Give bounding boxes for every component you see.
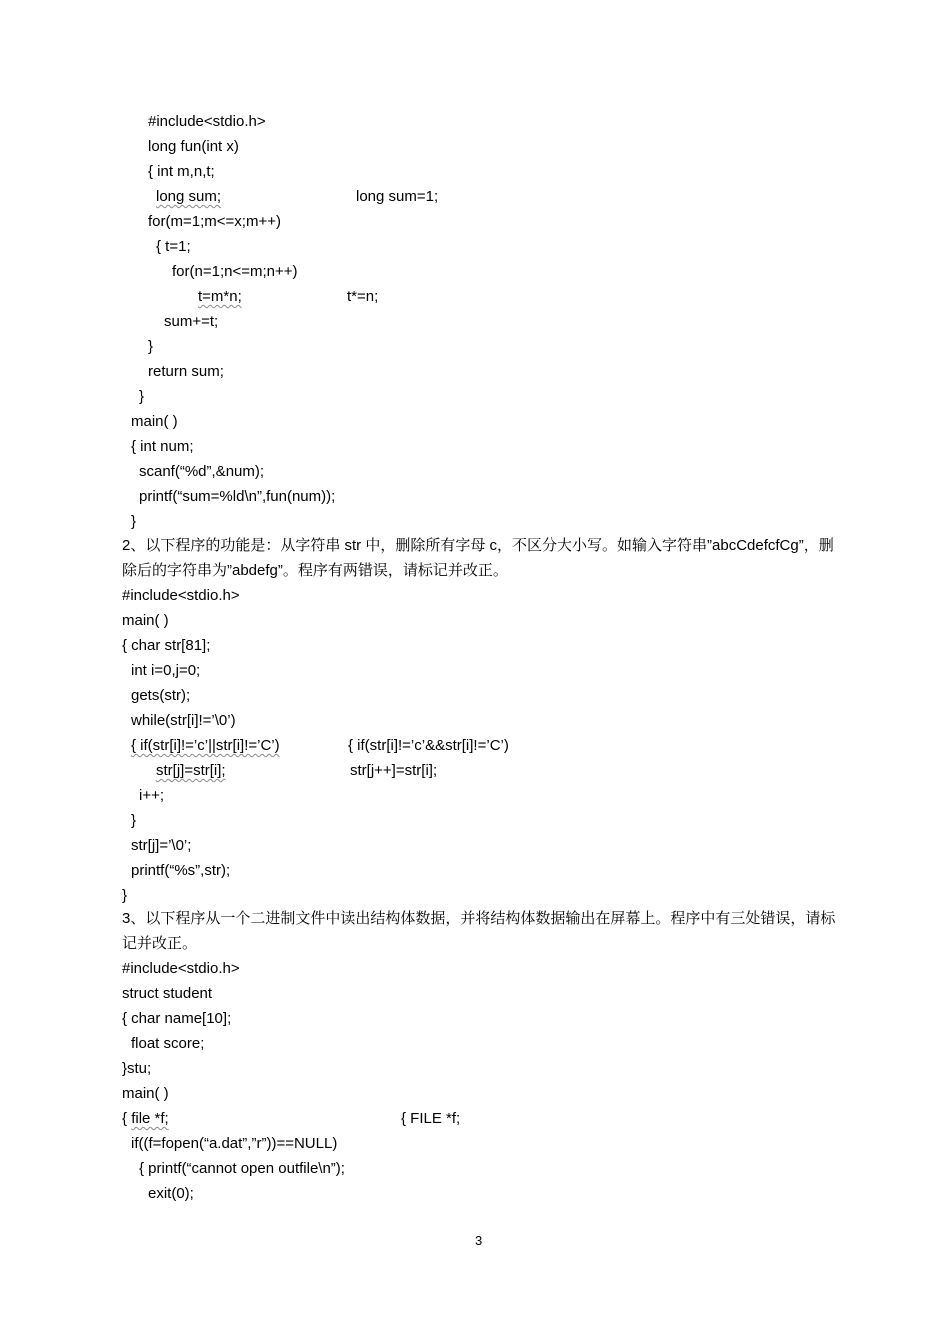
code-line: main( ) [122, 1085, 169, 1102]
code-line: } [122, 887, 128, 904]
code-line: scanf(“%d”,&num); [139, 463, 265, 480]
code-line: { char str[81]; [122, 637, 211, 654]
code-line: for(n=1;n<=m;n++) [172, 263, 298, 280]
code-line: printf(“%s”,str); [131, 862, 231, 879]
code-line: float score; [131, 1035, 205, 1052]
code-line: gets(str); [131, 687, 191, 704]
code-line: exit(0); [148, 1185, 194, 1202]
correction-line: { if(str[i]!=’c’&&str[i]!=’C’) [348, 737, 509, 754]
correction-line: long sum=1; [356, 188, 439, 205]
code-line: return sum; [148, 363, 224, 380]
marked-error-line: str[j]=str[i]; [156, 762, 226, 779]
correction-line: t*=n; [347, 288, 379, 305]
code-line: main( ) [131, 413, 178, 430]
marked-error-line: { if(str[i]!=’c’||str[i]!=’C’) [131, 737, 280, 754]
correction-line: { FILE *f; [401, 1110, 461, 1127]
code-line: { printf(“cannot open outfile\n”); [139, 1160, 345, 1177]
code-line: sum+=t; [164, 313, 219, 330]
code-line: #include<stdio.h> [148, 113, 266, 130]
correction-line: str[j++]=str[i]; [350, 762, 438, 779]
code-line: { int num; [131, 438, 194, 455]
code-line: } [139, 388, 145, 405]
page-number: 3 [475, 1233, 483, 1248]
code-line: } [131, 812, 137, 829]
code-line: int i=0,j=0; [131, 662, 201, 679]
marked-error-line: long sum; [156, 188, 222, 205]
marked-error-token: file *f; [131, 1110, 169, 1127]
code-line: while(str[i]!=’\0’) [131, 712, 236, 729]
code-line: struct student [122, 985, 213, 1002]
code-line: #include<stdio.h> [122, 587, 240, 604]
code-line: { file *f; [122, 1110, 169, 1127]
code-line: { char name[10]; [122, 1010, 232, 1027]
question-3-text: 3、以下程序从一个二进制文件中读出结构体数据，并将结构体数据输出在屏幕上。程序中有三处错误，请标记并改正。 [122, 910, 836, 952]
code-line: }stu; [122, 1060, 152, 1077]
code-line: long fun(int x) [148, 138, 239, 155]
code-line: main( ) [122, 612, 169, 629]
code-line: } [148, 338, 154, 355]
code-line: { t=1; [156, 238, 191, 255]
code-line: } [131, 513, 137, 530]
code-line: #include<stdio.h> [122, 960, 240, 977]
code-line: if((f=fopen(“a.dat”,”r”))==NULL) [131, 1135, 338, 1152]
code-line: printf(“sum=%ld\n”,fun(num)); [139, 488, 336, 505]
code-line: i++; [139, 787, 165, 804]
question-2-text: 2、以下程序的功能是：从字符串 str 中，删除所有字母 c，不区分大小写。如输入字符串”abcCdefcfCg”，删除后的字符串为”abdefg”。程序有两错误，请标记并改正。 [122, 537, 834, 579]
code-line: for(m=1;m<=x;m++) [148, 213, 281, 230]
code-line: { int m,n,t; [148, 163, 215, 180]
marked-error-line: t=m*n; [198, 288, 242, 305]
code-line: str[j]=’\0’; [131, 837, 192, 854]
